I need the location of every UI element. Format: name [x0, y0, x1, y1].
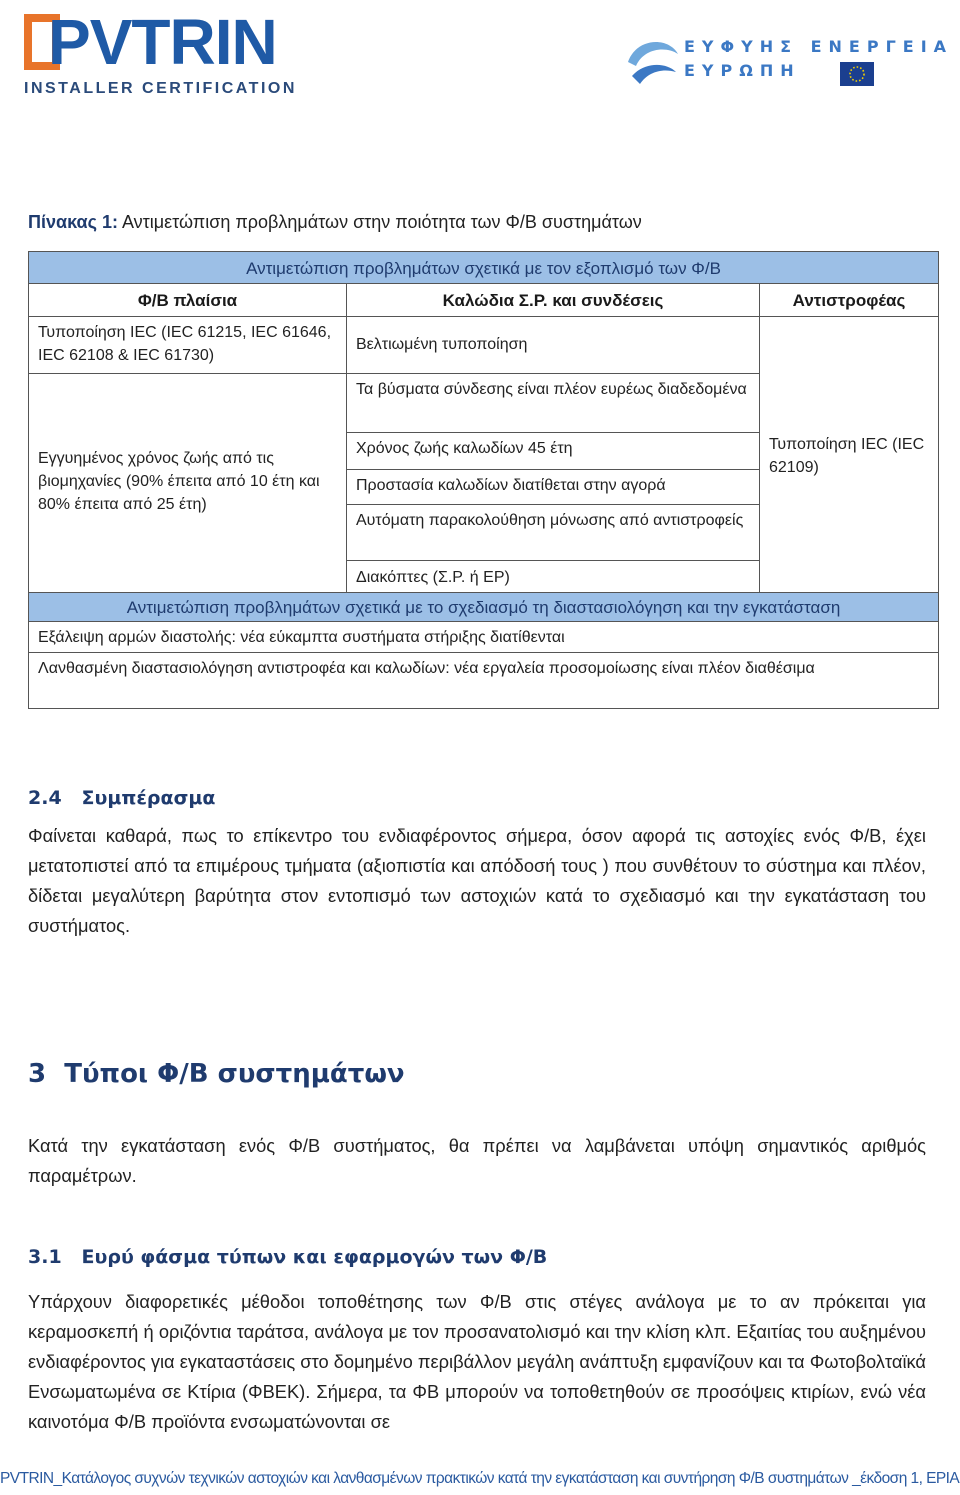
inverter-cell-standardization: Τυποποίηση IEC (IEC 62109): [759, 316, 939, 593]
section-3-paragraph: Κατά την εγκατάσταση ενός Φ/Β συστήματος, θα πρέπει να λαμβάνεται υπόψη σημαντικός αριθμός παραμέτρων.: [28, 1135, 926, 1186]
section-3-1-title: Ευρύ φάσμα τύπων και εφαρμογών των Φ/Β: [81, 1246, 548, 1268]
column-header-inverter: Αντιστροφέας: [759, 283, 939, 317]
pvtrin-logo-text: PVTRIN: [48, 6, 277, 78]
section-2-4-number: 2.4: [28, 787, 62, 809]
section-2-4-heading: [28, 786, 215, 810]
table-caption: [28, 210, 642, 234]
table-caption-text: Αντιμετώπιση προβλημάτων στην ποιότητα των Φ/Β συστημάτων: [121, 212, 642, 232]
eu-logo-line2: ΕΥΡΩΠΗ: [684, 61, 801, 80]
section2-row-sizing: Λανθασμένη διαστασιολόγηση αντιστροφέα και καλωδίων: νέα εργαλεία προσομοίωσης είναι πλέον διαθέσιμα: [28, 652, 939, 709]
section-3-1-number: 3.1: [28, 1246, 62, 1268]
column-header-modules: Φ/Β πλαίσια: [28, 283, 347, 317]
section-3-title: Τύποι Φ/Β συστημάτων: [64, 1059, 405, 1089]
cables-cell-lifetime: Χρόνος ζωής καλωδίων 45 έτη: [346, 432, 760, 470]
intelligent-energy-europe-logo: [622, 30, 952, 92]
pvtrin-logo: [22, 6, 312, 100]
eu-flag-icon: [840, 62, 874, 86]
swirl-icon: [622, 32, 682, 92]
table-section2-title: Αντιμετώπιση προβλημάτων σχετικά με το σχεδιασμό τη διαστασιολόγηση και την εγκατάσταση: [28, 592, 939, 622]
page-footer: PVTRIN_Κατάλογος συχνών τεχνικών αστοχιών και λανθασμένων πρακτικών κατά την εγκατάσταση και συντήρηση Φ/Β συστημάτων _έκδοση 1, EPIA: [0, 1470, 960, 1487]
cables-cell-switches: Διακόπτες (Σ.Ρ. ή ΕΡ): [346, 560, 760, 593]
table-caption-label: Πίνακας 1:: [28, 212, 118, 232]
section-2-4-paragraph: Φαίνεται καθαρά, πως το επίκεντρο του ενδιαφέροντος σήμερα, όσον αφορά τις αστοχίες ενός Φ/Β, έχει μετατοπιστεί από τα επιμέρους τμήματα (αξιοπιστία και απόδοσή τους ) που συνθέτουν το σύστημα και πλέον, δίδεται μεγαλύτερη βαρύτητα στον εντοπισμό των αστοχιών κατά το σχεδιασμό και την εγκατάσταση του συστήματος.: [28, 825, 926, 936]
section-2-4-title: Συμπέρασμα: [81, 787, 216, 809]
section-3-number: 3: [28, 1059, 47, 1089]
eu-logo-line1: ΕΥΦΥΗΣ ΕΝΕΡΓΕΙΑ: [684, 37, 954, 56]
section-3-1-heading: [28, 1245, 547, 1269]
section2-row-expansion-joints: Εξάλειψη αρμών διαστολής: νέα εύκαμπτα συστήματα στήριξης διατίθενται: [28, 621, 939, 653]
pvtrin-logo-tagline: INSTALLER CERTIFICATION: [24, 80, 297, 97]
table-section1-title: Αντιμετώπιση προβλημάτων σχετικά με τον εξοπλισμό των Φ/Β: [28, 251, 939, 284]
section-3-heading: [28, 1058, 405, 1090]
modules-cell-standardization: Τυποποίηση IEC (IEC 61215, IEC 61646, IEC 62108 & IEC 61730): [28, 316, 347, 374]
cables-cell-insulation: Αυτόματη παρακολούθηση μόνωσης από αντιστροφείς: [346, 504, 760, 561]
section-3-1-paragraph: Υπάρχουν διαφορετικές μέθοδοι τοποθέτησης των Φ/Β στις στέγες ανάλογα με το αν πρόκειται για κεραμοσκεπή ή οριζόντια ταράτσα, ανάλογα με τον προσανατολισμό και την κλίση κλπ. Εξαιτίας του αυξημένου ενδιαφέροντος για εγκαταστάσεις στο δομημένο περιβάλλον μεγάλη ανάπτυξη εμφανίζουν και τα Φωτοβολταϊκά Ενσωματωμένα σε Κτίρια (ΦΒΕΚ). Σήμερα, τα ΦΒ μπορούν να τοποθετηθούν σε προσόψεις κτιρίων, ενώ νέα καινοτόμα Φ/Β προϊόντα ενσωματώνονται σε: [28, 1291, 926, 1432]
modules-cell-lifetime: Εγγυημένος χρόνος ζωής από τις βιομηχανίες (90% έπειτα από 10 έτη και 80% έπειτα από 25 έτη): [28, 373, 347, 593]
cables-cell-protection: Προστασία καλωδίων διατίθεται στην αγορά: [346, 469, 760, 505]
column-header-cables: Καλώδια Σ.Ρ. και συνδέσεις: [346, 283, 760, 317]
cables-cell-standardization: Βελτιωμένη τυποποίηση: [346, 316, 760, 374]
cables-cell-connectors: Τα βύσματα σύνδεσης είναι πλέον ευρέως διαδεδομένα: [346, 373, 760, 433]
